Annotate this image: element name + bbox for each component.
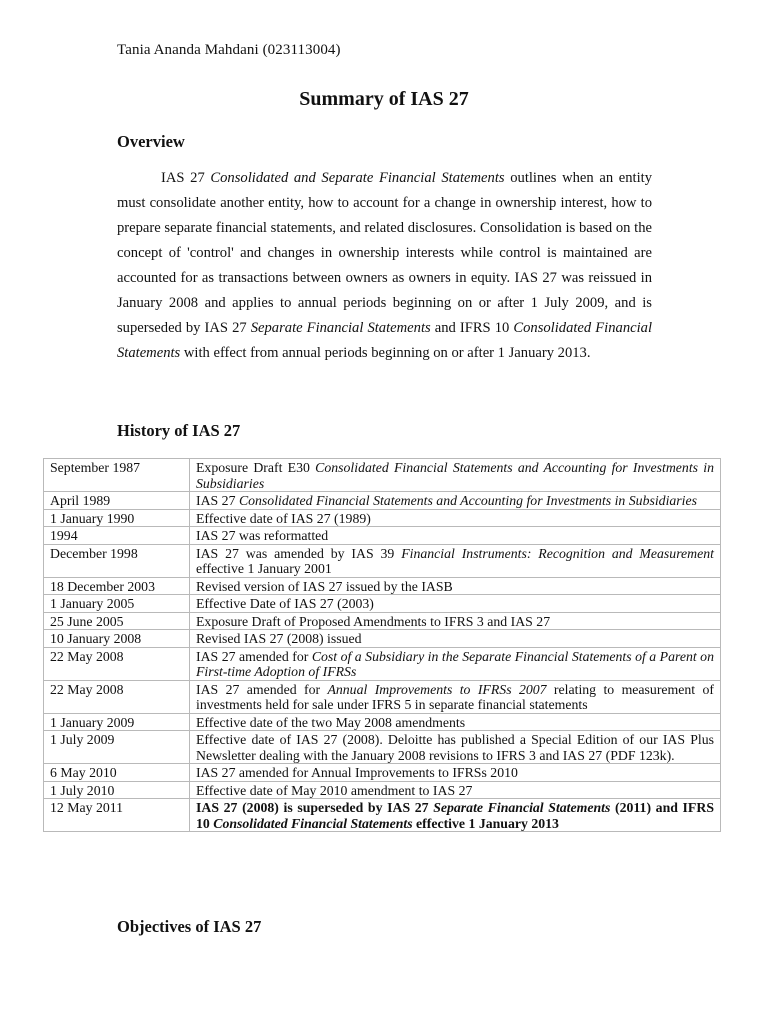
table-row <box>44 731 721 764</box>
text-run: outlines when an entity must consolidate another entity, how to account for a change in ownership interest, how to prepare separate financial statements, and related disclosures. Consolidation is based on the concept of 'control' and changes in ownership interests while control is maintained are accounted for as transactions between owners as owners in equity. IAS 27 was reissued in January 2008 and applies to annual periods beginning on or after 1 July 2009, and is superseded by IAS 27 <box>117 170 652 336</box>
history-date-cell: 1 July 2010 <box>44 781 190 799</box>
history-description-cell <box>190 459 721 492</box>
history-date-cell: September 1987 <box>44 459 190 492</box>
text-run: relating to measurement of investments held for sale under IFRS 5 in separate financial statements <box>196 681 714 712</box>
history-description-cell <box>190 595 721 613</box>
text-run: with effect from annual periods beginning on or after 1 January 2013. <box>180 345 591 361</box>
history-description-cell <box>190 492 721 510</box>
italic-text: Consolidated Financial Statements and Accounting for Investments in Subsidiaries <box>238 493 698 508</box>
text-run: Revised version of IAS 27 issued by the IASB <box>196 578 453 594</box>
author-line: Tania Ananda Mahdani (023113004) <box>117 42 341 58</box>
table-row <box>44 713 721 731</box>
history-date-cell: April 1989 <box>44 492 190 510</box>
overview-paragraph <box>117 166 652 366</box>
table-row <box>44 544 721 577</box>
text-run: IAS 27 amended for Annual Improvements to IFRSs 2010 <box>196 765 518 780</box>
text-run: effective 1 January 2001 <box>196 561 332 576</box>
italic-text: Consolidated Financial Statements and Accounting for Investments in Subsidiaries <box>196 460 714 491</box>
text-run: Effective date of May 2010 amendment to IAS 27 <box>196 782 473 798</box>
text-run: (2011) and IFRS 10 <box>196 800 714 831</box>
history-date-cell: 12 May 2011 <box>44 799 190 832</box>
text-run: Revised IAS 27 (2008) issued <box>196 631 362 646</box>
text-run: IAS 27 was amended by IAS 39 <box>196 545 402 561</box>
text-run: IAS 27 <box>161 170 211 186</box>
table-row <box>44 595 721 613</box>
history-description-cell <box>190 680 721 713</box>
objectives-heading: Objectives of IAS 27 <box>117 917 262 936</box>
text-run: and IFRS 10 <box>430 320 514 336</box>
italic-text: Consolidated Financial Statements <box>213 815 413 831</box>
overview-heading: Overview <box>117 132 185 151</box>
text-run: IAS 27 (2008) is superseded by IAS 27 <box>196 800 434 815</box>
table-row <box>44 647 721 680</box>
italic-text: Separate Financial Statements <box>250 320 431 336</box>
history-description-cell <box>190 577 721 595</box>
text-run: IAS 27 amended for <box>196 648 312 664</box>
table-row <box>44 764 721 782</box>
italic-text: Separate Financial Statements <box>433 800 611 815</box>
history-date-cell: 1 January 2009 <box>44 713 190 731</box>
italic-text: Consolidated and Separate Financial Statements <box>210 170 505 186</box>
history-table <box>43 458 721 832</box>
page-title: Summary of IAS 27 <box>299 88 469 110</box>
italic-text: Cost of a Subsidiary in the Separate Financial Statements of a Parent on First-time Adoption of IFRSs <box>196 648 714 679</box>
table-row <box>44 577 721 595</box>
table-row <box>44 680 721 713</box>
history-date-cell: 18 December 2003 <box>44 577 190 595</box>
table-row <box>44 459 721 492</box>
history-date-cell: 1 July 2009 <box>44 731 190 764</box>
history-date-cell: December 1998 <box>44 544 190 577</box>
table-row <box>44 612 721 630</box>
table-row <box>44 799 721 832</box>
text-run: Effective date of the two May 2008 amendments <box>196 714 466 730</box>
text-run: Effective date of IAS 27 (2008). Deloitte has published a Special Edition of our IAS Plus Newsletter dealing with the January 2008 revisions to IFRS 3 and IAS 27 (PDF 123k). <box>196 732 714 763</box>
history-description-cell <box>190 647 721 680</box>
history-date-cell: 6 May 2010 <box>44 764 190 782</box>
history-date-cell: 22 May 2008 <box>44 647 190 680</box>
table-row <box>44 781 721 799</box>
history-description-cell <box>190 764 721 782</box>
text-run: effective 1 January 2013 <box>412 815 559 831</box>
history-date-cell: 25 June 2005 <box>44 612 190 630</box>
history-date-cell: 1 January 1990 <box>44 509 190 527</box>
history-date-cell: 1 January 2005 <box>44 595 190 613</box>
history-date-cell: 10 January 2008 <box>44 630 190 648</box>
history-heading: History of IAS 27 <box>117 421 241 440</box>
italic-text: Annual Improvements to IFRSs 2007 <box>327 681 547 697</box>
table-row <box>44 509 721 527</box>
history-date-cell: 22 May 2008 <box>44 680 190 713</box>
history-description-cell <box>190 799 721 832</box>
text-run: Effective Date of IAS 27 (2003) <box>196 596 374 611</box>
history-date-cell: 1994 <box>44 527 190 545</box>
italic-text: Financial Instruments: Recognition and Measurement <box>401 545 714 561</box>
table-row <box>44 492 721 510</box>
text-run: IAS 27 was reformatted <box>196 528 329 543</box>
history-description-cell <box>190 731 721 764</box>
history-description-cell <box>190 713 721 731</box>
table-row <box>44 630 721 648</box>
text-run: IAS 27 <box>196 493 239 508</box>
history-description-cell <box>190 612 721 630</box>
text-run: IAS 27 amended for <box>196 681 328 697</box>
history-description-cell <box>190 630 721 648</box>
history-description-cell <box>190 527 721 545</box>
italic-text: Consolidated Financial Statements <box>117 320 653 361</box>
table-row <box>44 527 721 545</box>
history-description-cell <box>190 509 721 527</box>
text-run: Effective date of IAS 27 (1989) <box>196 510 371 526</box>
text-run: Exposure Draft of Proposed Amendments to IFRS 3 and IAS 27 <box>196 613 551 629</box>
text-run: Exposure Draft E30 <box>196 460 316 475</box>
history-description-cell <box>190 781 721 799</box>
history-description-cell <box>190 544 721 577</box>
